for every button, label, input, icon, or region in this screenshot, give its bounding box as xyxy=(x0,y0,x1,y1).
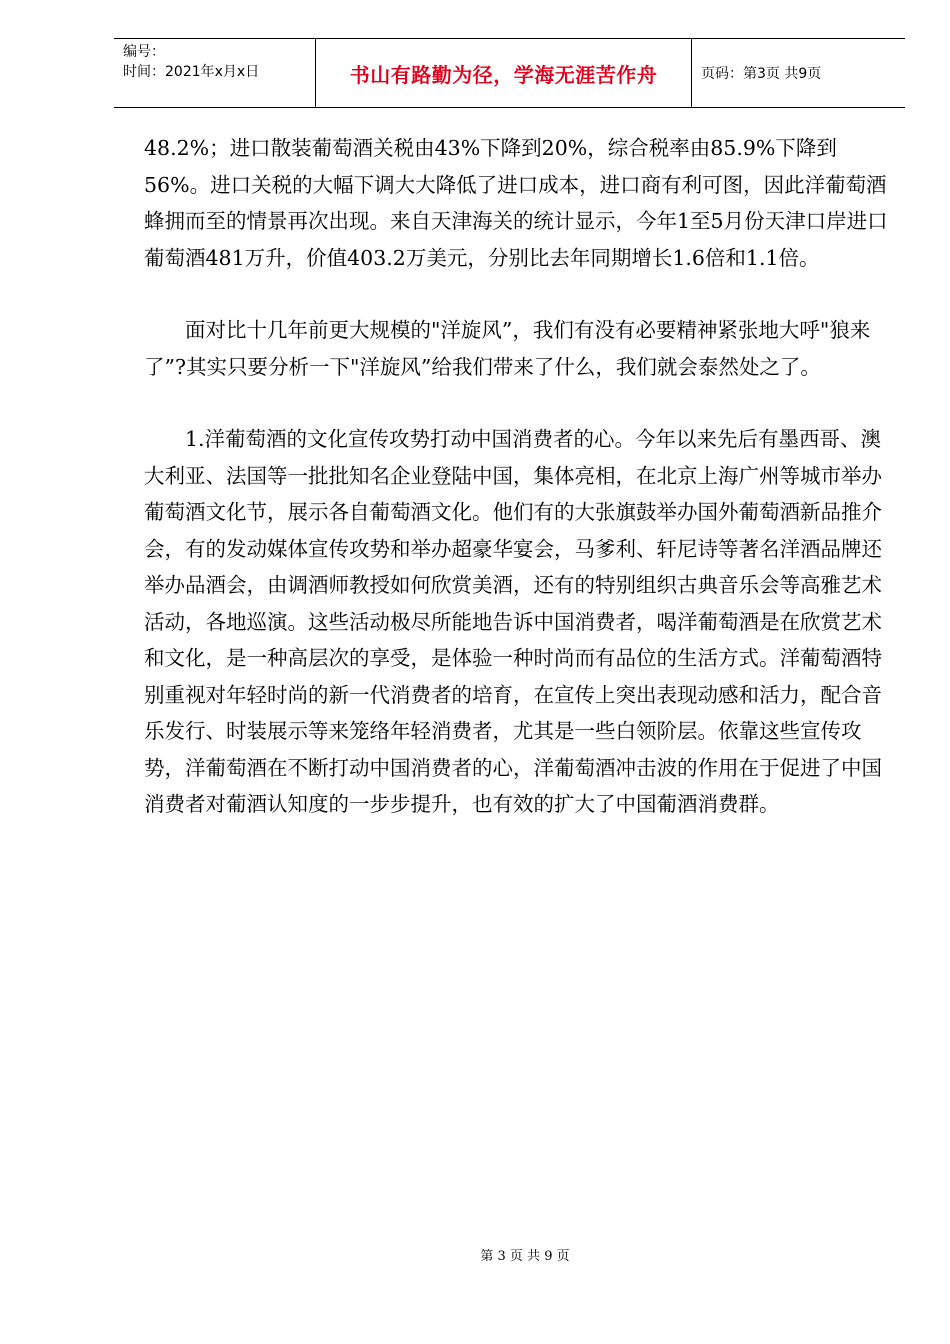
page-footer: 第 3 页 共 9 页 xyxy=(480,1249,570,1264)
header-motto: 书山有路勤为径，学海无涯苦作舟 xyxy=(349,62,658,87)
page-header xyxy=(114,38,905,108)
header-motto-cell xyxy=(316,39,692,107)
document-time-label: 时间：2021年x月x日 xyxy=(123,64,260,80)
document-number-label: 编号： xyxy=(123,44,165,60)
body-paragraph-3: 1.洋葡萄酒的文化宣传攻势打动中国消费者的心。今年以来先后有墨西哥、澳大利亚、法国等一批批知名企业登陆中国，集体亮相，在北京上海广州等城市举办葡萄酒文化节，展示各自葡萄酒文化。他们有的大张旗鼓举办国外葡萄酒新品推介会，有的发动媒体宣传攻势和举办超豪华宴会，马爹利、轩尼诗等著名洋酒品牌还举办品酒会，由调酒师教授如何欣赏美酒，还有的特别组织古典音乐会等高雅艺术活动，各地巡演。这些活动极尽所能地告诉中国消费者，喝洋葡萄酒是在欣赏艺术和文化，是一种高层次的享受，是体验一种时尚而有品位的生活方式。洋葡萄酒特别重视对年轻时尚的新一代消费者的培育，在宣传上突出表现动感和活力，配合音乐发行、时装展示等来笼络年轻消费者，尤其是一些白领阶层。依靠这些宣传攻势，洋葡萄酒在不断打动中国消费者的心，洋葡萄酒冲击波的作用在于促进了中国消费者对葡酒认知度的一步步提升，也有效的扩大了中国葡酒消费群。 xyxy=(144,427,882,816)
document-body xyxy=(144,130,889,823)
body-paragraph-1: 48.2%；进口散装葡萄酒关税由43%下降到20%，综合税率由85.9%下降到56%。进口关税的大幅下调大大降低了进口成本，进口商有利可图，因此洋葡萄酒蜂拥而至的情景再次出现。来自天津海关的统计显示，今年1至5月份天津口岸进口葡萄酒481万升，价值403.2万美元，分别比去年同期增长1.6倍和1.1倍。 xyxy=(144,136,888,270)
header-page-cell xyxy=(692,39,905,107)
header-page-number: 页码：第3页 共9页 xyxy=(701,66,822,82)
header-meta-cell xyxy=(114,39,316,107)
body-paragraph-2: 面对比十几年前更大规模的"洋旋风”，我们有没有必要精神紧张地大呼"狼来了”?其实只要分析一下"洋旋风”给我们带来了什么，我们就会泰然处之了。 xyxy=(144,318,871,379)
